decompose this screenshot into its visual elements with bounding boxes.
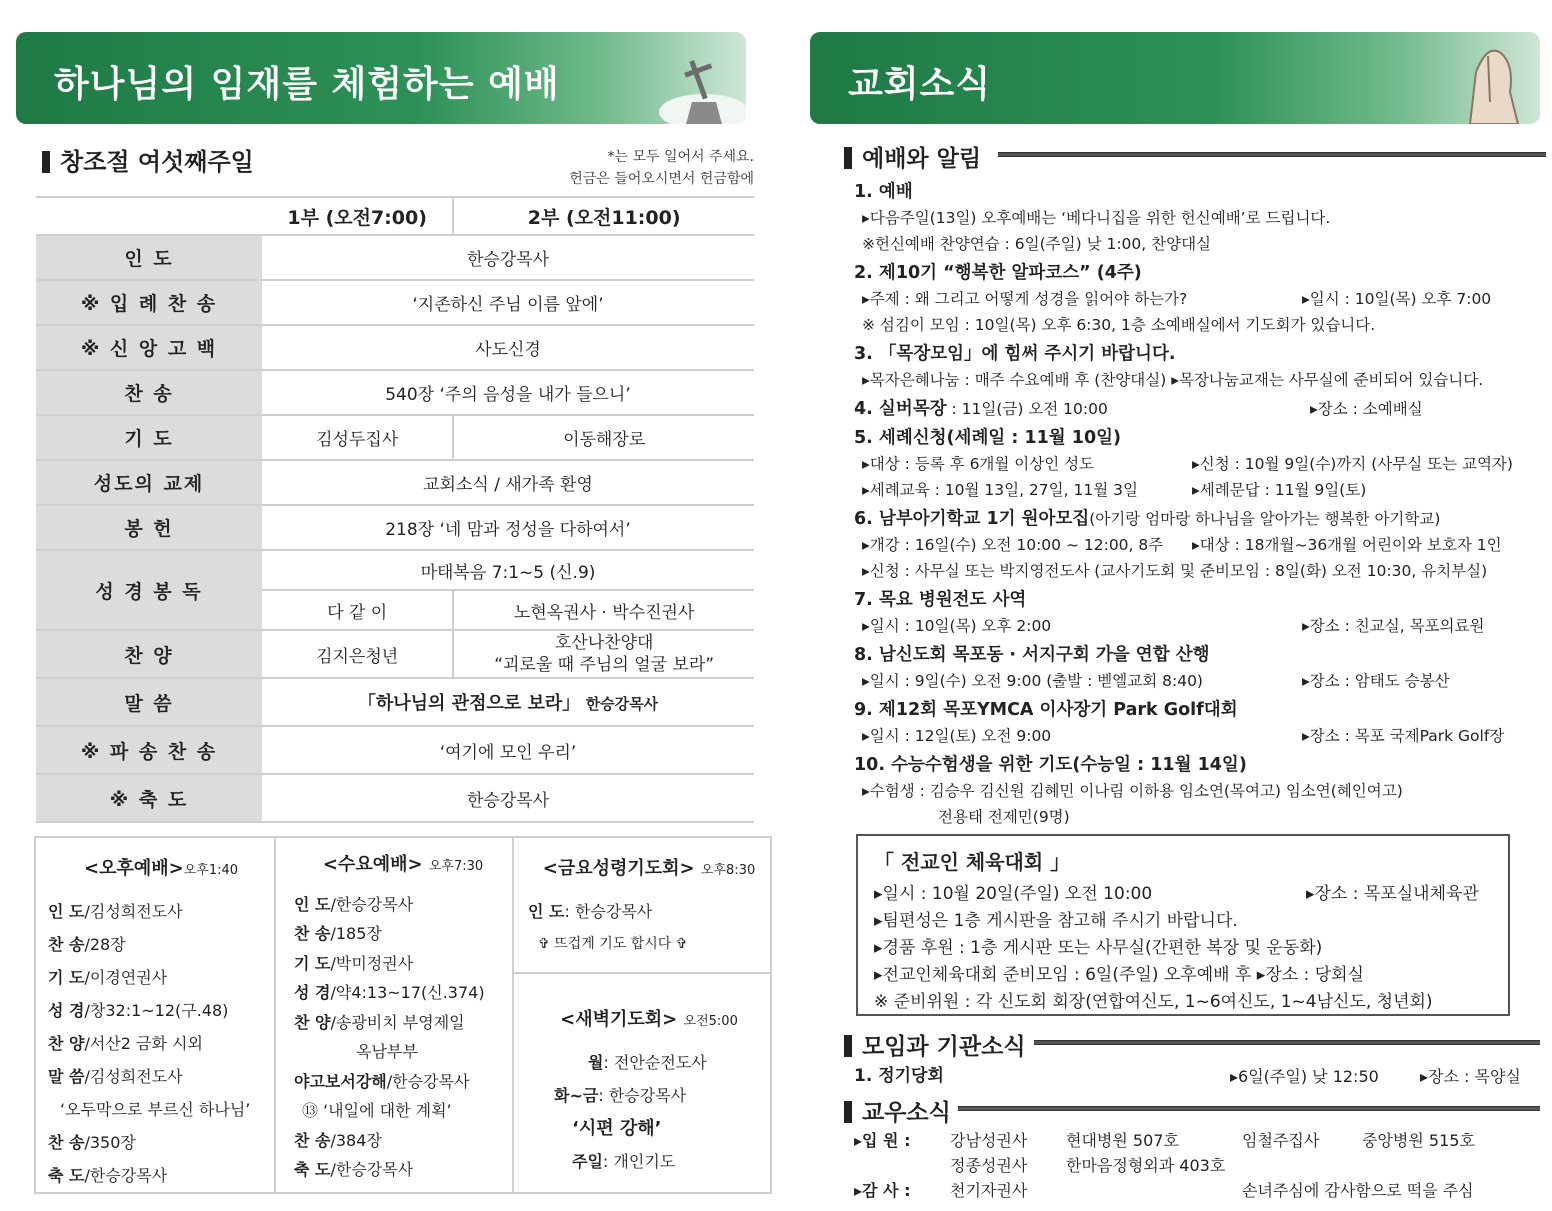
news-item: 9. 제12회 목포YMCA 이사장기 Park Golf대회 ▸일시 : 12일(토) 오전 9:00 ▸장소 : 목포 국제Park Golf장 [854, 700, 1505, 745]
second-service-header: 2부 (오전11:00) [453, 197, 754, 235]
friday-dawn-box: <금요성령기도회> 오후8:30 인 도: 한승강목사 ✞ 뜨겁게 기도 합시다 ✞ <새벽기도회> 오전5:00 월: 전안순전도사 화~금: 한승강목사 ‘시편 강해’ 주일: 개인기도 [514, 838, 770, 1192]
news-item: 6. 남부아기학교 1기 원아모집(아기랑 엄마랑 하나님을 알아가는 행복한 아기학교) ▸개강 : 16일(수) 오전 10:00 ~ 12:00, 8주 ▸대상 : 18개월~36개월 어린이와 보호자 1인 ▸신청 : 사무실 또는 박지영전도사 (교사기도회 및 준비모임 : 8일(화) 오전 10:30, 유치부실) [854, 509, 1502, 580]
order-row: 인 도 한승강목사 [36, 235, 754, 280]
news-banner [810, 32, 1540, 124]
worship-notice-heading: 예배와 알림 [844, 140, 981, 173]
wednesday-service-box: <수요예배> 오후7:30 인 도/한승강목사 찬 송/185장 기 도/박미정권사 성 경/약4:13~17(신.374) 찬 양/송광비치 부영제일 옥남부부 야고보서강해/한승강목사 ⑬ ‘내일에 대한 계획’ 찬 송/384장 축 도/한승강목사 [276, 838, 514, 1192]
order-row: 봉 헌 218장 ‘네 맘과 정성을 다하여서’ [36, 505, 754, 550]
news-item: 1. 예배 ▸다음주일(13일) 오후예배는 ‘베다니집을 위한 헌신예배’로 드립니다. ※헌신예배 찬양연습 : 6일(주일) 낮 1:00, 찬양대실 [854, 182, 1331, 253]
news-item: 8. 남신도회 목포동 · 서지구회 가을 연합 산행 ▸일시 : 9일(수) 오전 9:00 (출발 : 벧엘교회 8:40) ▸장소 : 암태도 승봉산 [854, 645, 1450, 690]
heading-rule [1034, 1040, 1540, 1045]
afternoon-service-box: <오후예배>오후1:40 인 도/김성희전도사 찬 송/28장 기 도/이경연권사 성 경/창32:1~12(구.48) 찬 양/서산2 금화 시외 말 씀/김성희전도사 ‘오두막으로 부르신 하나님’ 찬 송/350장 축 도/한승강목사 [36, 838, 276, 1192]
order-row: ※ 파 송 찬 송 ‘여기에 모인 우리’ [36, 726, 754, 774]
members-news: ▸입 원 : 강남성권사 현대병원 507호 임철주집사 중앙병원 515호 정종성권사 한마음정형외과 403호 ▸감 사 : 천기자권사 손녀주심에 감사함으로 떡을 주심 [854, 1131, 1475, 1200]
news-item: 2. 제10기 “행복한 알파코스” (4주) ▸주제 : 왜 그리고 어떻게 성경을 읽어야 하는가? ▸일시 : 10일(목) 오후 7:00 ※ 섬김이 모임 : 10일(목) 오후 6:30, 1층 소예배실에서 기도회가 있습니다. [854, 263, 1492, 334]
heading-rule [958, 1106, 1540, 1111]
news-item: 4. 실버목장 : 11일(금) 오전 10:00 ▸장소 : 소예배실 [854, 399, 1423, 419]
news-item: 10. 수능수험생을 위한 기도(수능일 : 11월 14일) ▸수험생 : 김승우 김신원 김혜민 이나림 이하용 임소연(목여고) 임소연(혜인여고) 전용태 전제민(9명) [854, 755, 1403, 826]
order-row: 찬 양 김지은청년 호산나찬양대 “괴로울 때 주님의 얼굴 보라” [36, 630, 754, 678]
other-services [34, 836, 772, 1194]
order-row: ※ 축 도 한승강목사 [36, 774, 754, 822]
sports-day-box: 「 전교인 체육대회 」 ▸일시 : 10월 20일(주일) 오전 10:00 ▸장소 : 목포실내체육관 ▸팀편성은 1층 게시판을 참고해 주시기 바랍니다. ▸경품 후원 : 1층 게시판 또는 사무실(간편한 복장 및 운동화) ▸전교인체육대회 준비모임 : 6일(주일) 오후예배 후 ▸장소 : 당회실 ※ 준비위원 : 각 신도회 회장(연합여신도, 1~6여신도, 1~4남신도, 청년회) [856, 834, 1510, 1016]
groups-heading: 모임과 기관소식 [844, 1028, 1026, 1061]
order-of-worship [36, 196, 754, 823]
order-row: 말 씀 「하나님의 관점으로 보라」 한승강목사 [36, 678, 754, 726]
order-row: ※ 입 례 찬 송 ‘지존하신 주님 이름 앞에’ [36, 280, 754, 325]
cross-statue-icon [636, 32, 746, 124]
week-title: 창조절 여섯째주일 [42, 142, 254, 177]
news-list [854, 176, 1544, 830]
order-row: 다 같 이 노현옥권사 · 박수진권사 [36, 590, 754, 630]
news-item: 7. 목요 병원전도 사역 ▸일시 : 10일(목) 오후 2:00 ▸장소 : 친교실, 목포의료원 [854, 590, 1485, 635]
heading-rule [998, 152, 1546, 157]
order-row: 성도의 교제 교회소식 / 새가족 환영 [36, 460, 754, 505]
news-banner-title: 교회소식 [848, 64, 992, 105]
order-row: 기 도 김성두집사 이동해장로 [36, 415, 754, 460]
news-item: 5. 세례신청(세례일 : 11월 10일) ▸대상 : 등록 후 6개월 이상인 성도 ▸신청 : 10월 9일(수)까지 (사무실 또는 교역자) ▸세례교육 : 10월 13일, 27일, 11월 3일 ▸세례문답 : 11월 9일(토) [854, 428, 1513, 499]
worship-banner-title: 하나님의 임재를 체험하는 예배 [54, 64, 560, 105]
first-service-header: 1부 (오전7:00) [262, 197, 453, 235]
order-row: 성 경 봉 독 마태복음 7:1~5 (신.9) [36, 550, 754, 590]
service-notes: *는 모두 일어서 주세요. 헌금은 들어오시면서 헌금함에 [569, 149, 754, 187]
news-item: 3. 「목장모임」에 힘써 주시기 바랍니다. ▸목자은혜나눔 : 매주 수요예배 후 (찬양대실) ▸목장나눔교재는 사무실에 준비되어 있습니다. [854, 344, 1484, 389]
members-heading: 교우소식 [844, 1094, 951, 1127]
order-row: 찬 송 540장 ‘주의 음성을 내가 들으니’ [36, 370, 754, 415]
meeting-row: 1. 정기당회 ▸6일(주일) 낮 12:50 ▸장소 : 목양실 [854, 1066, 1521, 1086]
worship-banner [16, 32, 746, 124]
praying-hands-icon [1430, 32, 1540, 124]
order-row: ※ 신 앙 고 백 사도신경 [36, 325, 754, 370]
